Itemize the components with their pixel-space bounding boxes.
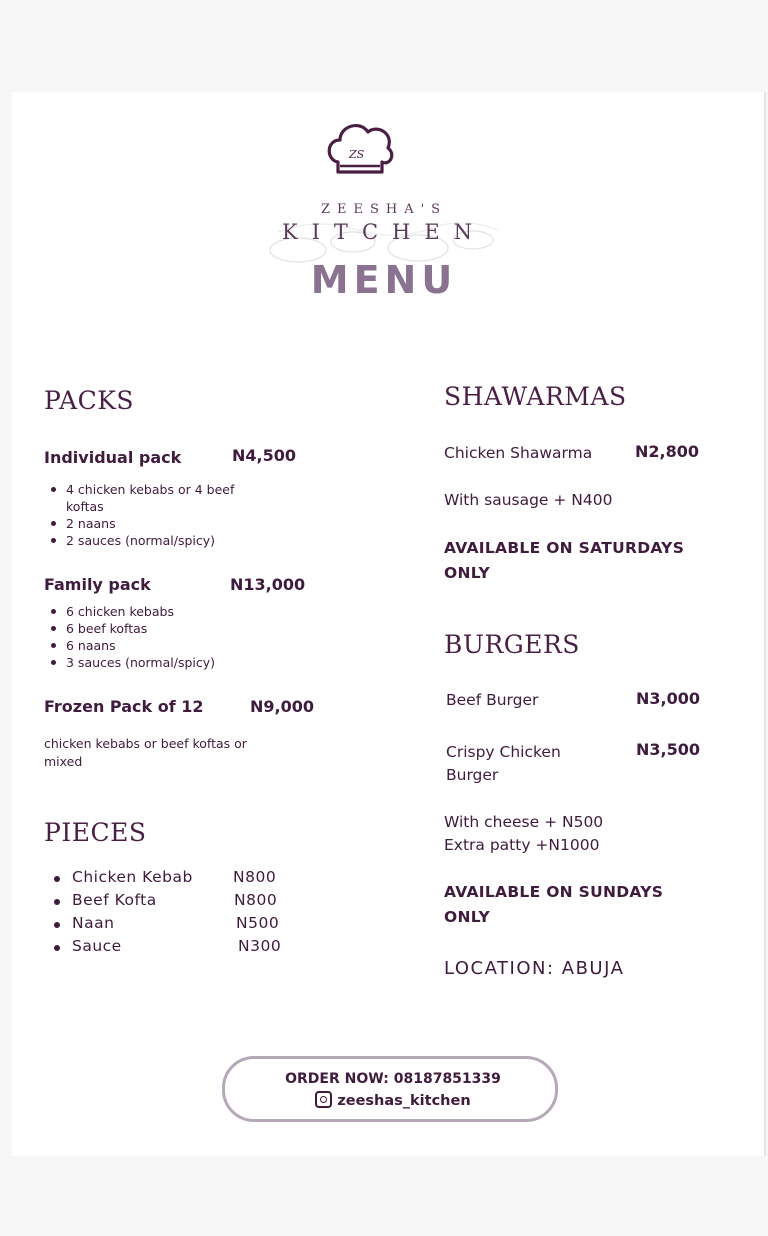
pieces-list xyxy=(52,868,352,960)
beef-burger-name: Beef Burger xyxy=(446,691,539,709)
burger-availability xyxy=(444,880,663,930)
order-now-box xyxy=(222,1056,558,1122)
crispy-chicken-burger-name xyxy=(446,741,561,787)
family-pack-details xyxy=(46,603,286,671)
order-phone[interactable]: ORDER NOW: 08187851339 xyxy=(285,1071,501,1087)
shawarma-item-price: N2,800 xyxy=(635,442,699,461)
brand-name-bottom: KITCHEN xyxy=(281,220,487,244)
crispy-chicken-burger-price: N3,500 xyxy=(636,740,700,759)
shawarma-availability xyxy=(444,536,684,586)
beef-burger-price: N3,000 xyxy=(636,689,700,708)
list-item: 2 naans xyxy=(46,515,276,532)
availability-line: ONLY xyxy=(444,564,491,582)
item-name-line: Burger xyxy=(446,766,499,784)
chef-hat-icon xyxy=(324,122,396,180)
list-item: 6 naans xyxy=(46,637,286,654)
item-name-line: Crispy Chicken xyxy=(446,743,561,761)
shawarma-addon: With sausage + N400 xyxy=(444,491,613,509)
list-item: 4 chicken kebabs or 4 beef koftas xyxy=(46,481,276,515)
piece-name: Beef Kofta xyxy=(72,891,157,909)
list-item xyxy=(52,868,352,891)
availability-line: ONLY xyxy=(444,908,491,926)
piece-price: N300 xyxy=(238,937,282,955)
list-item xyxy=(52,891,352,914)
pieces-heading: PIECES xyxy=(44,818,147,847)
addon-patty: Extra patty +N1000 xyxy=(444,836,600,854)
list-item: 6 beef koftas xyxy=(46,620,286,637)
piece-name: Chicken Kebab xyxy=(72,868,193,886)
list-item: 2 sauces (normal/spicy) xyxy=(46,532,276,549)
addon-cheese: With cheese + N500 xyxy=(444,813,604,831)
burger-addons xyxy=(444,811,603,857)
list-item: 3 sauces (normal/spicy) xyxy=(46,654,286,671)
individual-pack-price: N4,500 xyxy=(232,446,296,465)
location-text: LOCATION: ABUJA xyxy=(444,958,625,979)
shawarma-item-name: Chicken Shawarma xyxy=(444,444,593,462)
individual-pack-name: Individual pack xyxy=(44,448,182,467)
logo xyxy=(0,116,768,302)
piece-price: N800 xyxy=(233,868,277,886)
individual-pack-details xyxy=(46,481,276,549)
burgers-heading: BURGERS xyxy=(444,630,580,659)
piece-name: Sauce xyxy=(72,937,122,955)
list-item xyxy=(52,914,352,937)
instagram-handle-row[interactable] xyxy=(225,1091,561,1109)
instagram-handle: zeeshas_kitchen xyxy=(337,1093,471,1109)
piece-price: N800 xyxy=(234,891,278,909)
list-item xyxy=(52,937,352,960)
family-pack-price: N13,000 xyxy=(230,575,306,594)
logo-initials: ZS xyxy=(349,148,365,161)
family-pack-name: Family pack xyxy=(44,575,151,594)
frozen-pack-name: Frozen Pack of 12 xyxy=(44,697,204,716)
frozen-pack-description: chicken kebabs or beef koftas or mixed xyxy=(44,736,247,769)
list-item: 6 chicken kebabs xyxy=(46,603,286,620)
availability-line: AVAILABLE ON SATURDAYS xyxy=(444,539,685,557)
piece-name: Naan xyxy=(72,914,115,932)
piece-price: N500 xyxy=(236,914,280,932)
instagram-icon xyxy=(315,1091,332,1108)
frozen-pack-price: N9,000 xyxy=(250,697,314,716)
shawarmas-heading: SHAWARMAS xyxy=(444,382,627,411)
availability-line: AVAILABLE ON SUNDAYS xyxy=(444,883,664,901)
brand-name-top: ZEESHA'S xyxy=(320,202,448,217)
menu-title: MENU xyxy=(310,258,458,302)
packs-heading: PACKS xyxy=(44,386,135,415)
